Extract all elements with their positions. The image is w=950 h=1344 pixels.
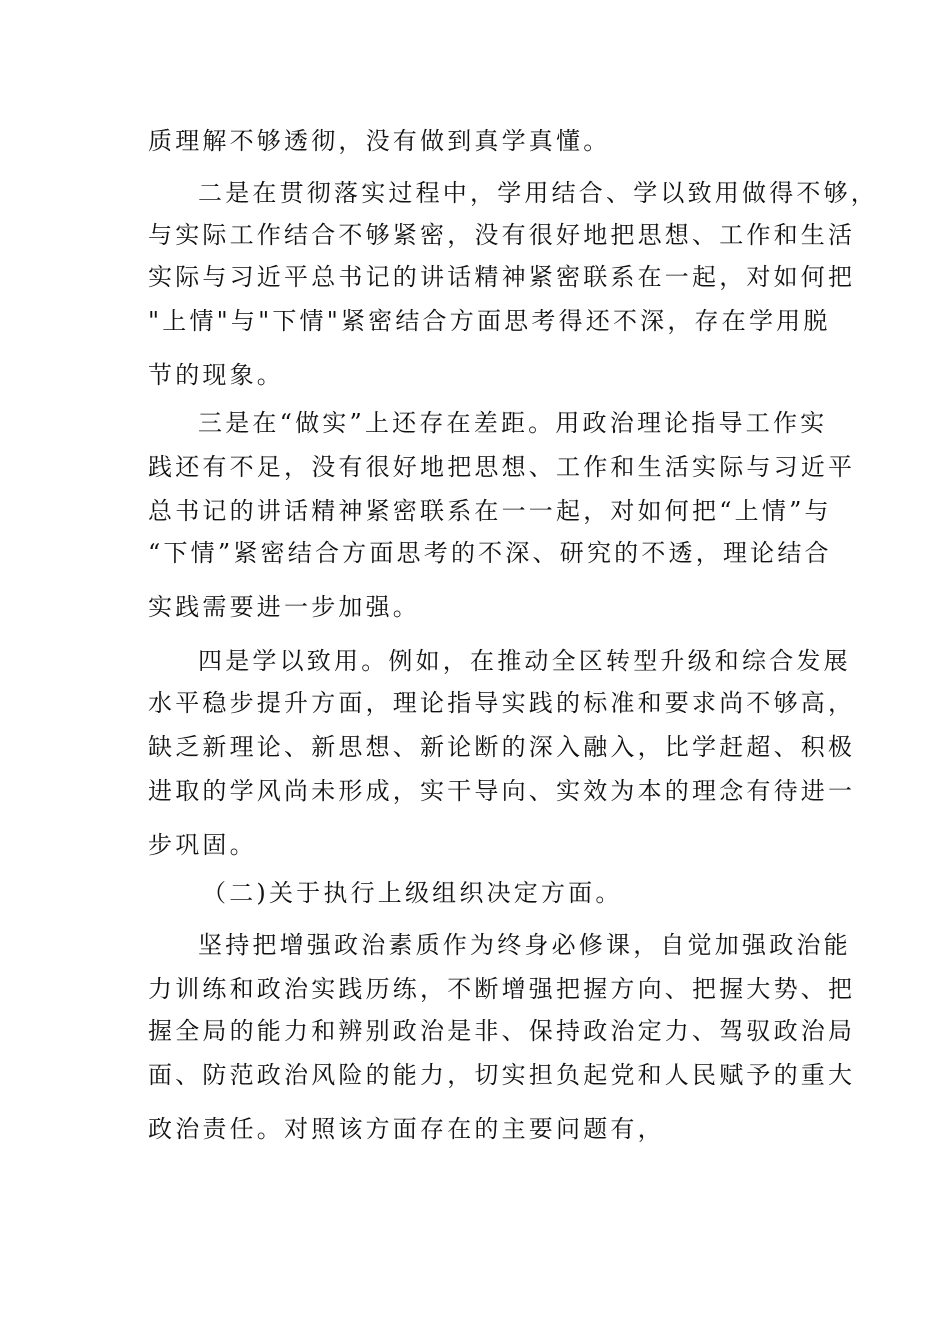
text-line: 步巩固。 (148, 831, 257, 859)
text-line: 与实际工作结合不够紧密，没有很好地把思想、工作和生活 (148, 221, 856, 249)
text-line: 力训练和政治实践历练，不断增强把握方向、把握大势、把 (148, 975, 856, 1003)
paragraph-2-start: 二是在贯彻落实过程中，学用结合、学以致用做得不够， (198, 179, 878, 207)
text-line: “下情”紧密结合方面思考的不深、研究的不透，理论结合 (148, 539, 832, 567)
paragraph-3-start: 三是在“做实”上还存在差距。用政治理论指导工作实 (198, 409, 828, 437)
text-line: 践还有不足，没有很好地把思想、工作和生活实际与习近平 (148, 453, 856, 481)
paragraph-4-start: 四是学以致用。例如，在推动全区转型升级和综合发展 (198, 647, 851, 675)
text-line: 总书记的讲话精神紧密联系在一一起，对如何把“上情”与 (148, 497, 832, 525)
text-line: 节的现象。 (148, 361, 284, 389)
text-line: 政治责任。对照该方面存在的主要问题有， (148, 1115, 665, 1143)
text-line: 实践需要进一步加强。 (148, 593, 420, 621)
paragraph-5-start: 坚持把增强政治素质作为终身必修课，自觉加强政治能 (198, 931, 851, 959)
text-line: 进取的学风尚未形成，实干导向、实效为本的理念有待进一 (148, 777, 856, 805)
text-line: 质理解不够透彻，没有做到真学真懂。 (148, 127, 611, 155)
text-line: 面、防范政治风险的能力，切实担负起党和人民赋予的重大 (148, 1061, 856, 1089)
text-line: 握全局的能力和辨别政治是非、保持政治定力、驾驭政治局 (148, 1017, 856, 1045)
text-line: "上情"与"下情"紧密结合方面思考得还不深，存在学用脱 (148, 307, 831, 335)
text-line: 实际与习近平总书记的讲话精神紧密联系在一起，对如何把 (148, 263, 856, 291)
text-line: 水平稳步提升方面，理论指导实践的标准和要求尚不够高， (148, 689, 856, 717)
text-line: 缺乏新理论、新思想、新论断的深入融入，比学赶超、积极 (148, 733, 856, 761)
section-heading: （二)关于执行上级组织决定方面。 (202, 879, 623, 907)
